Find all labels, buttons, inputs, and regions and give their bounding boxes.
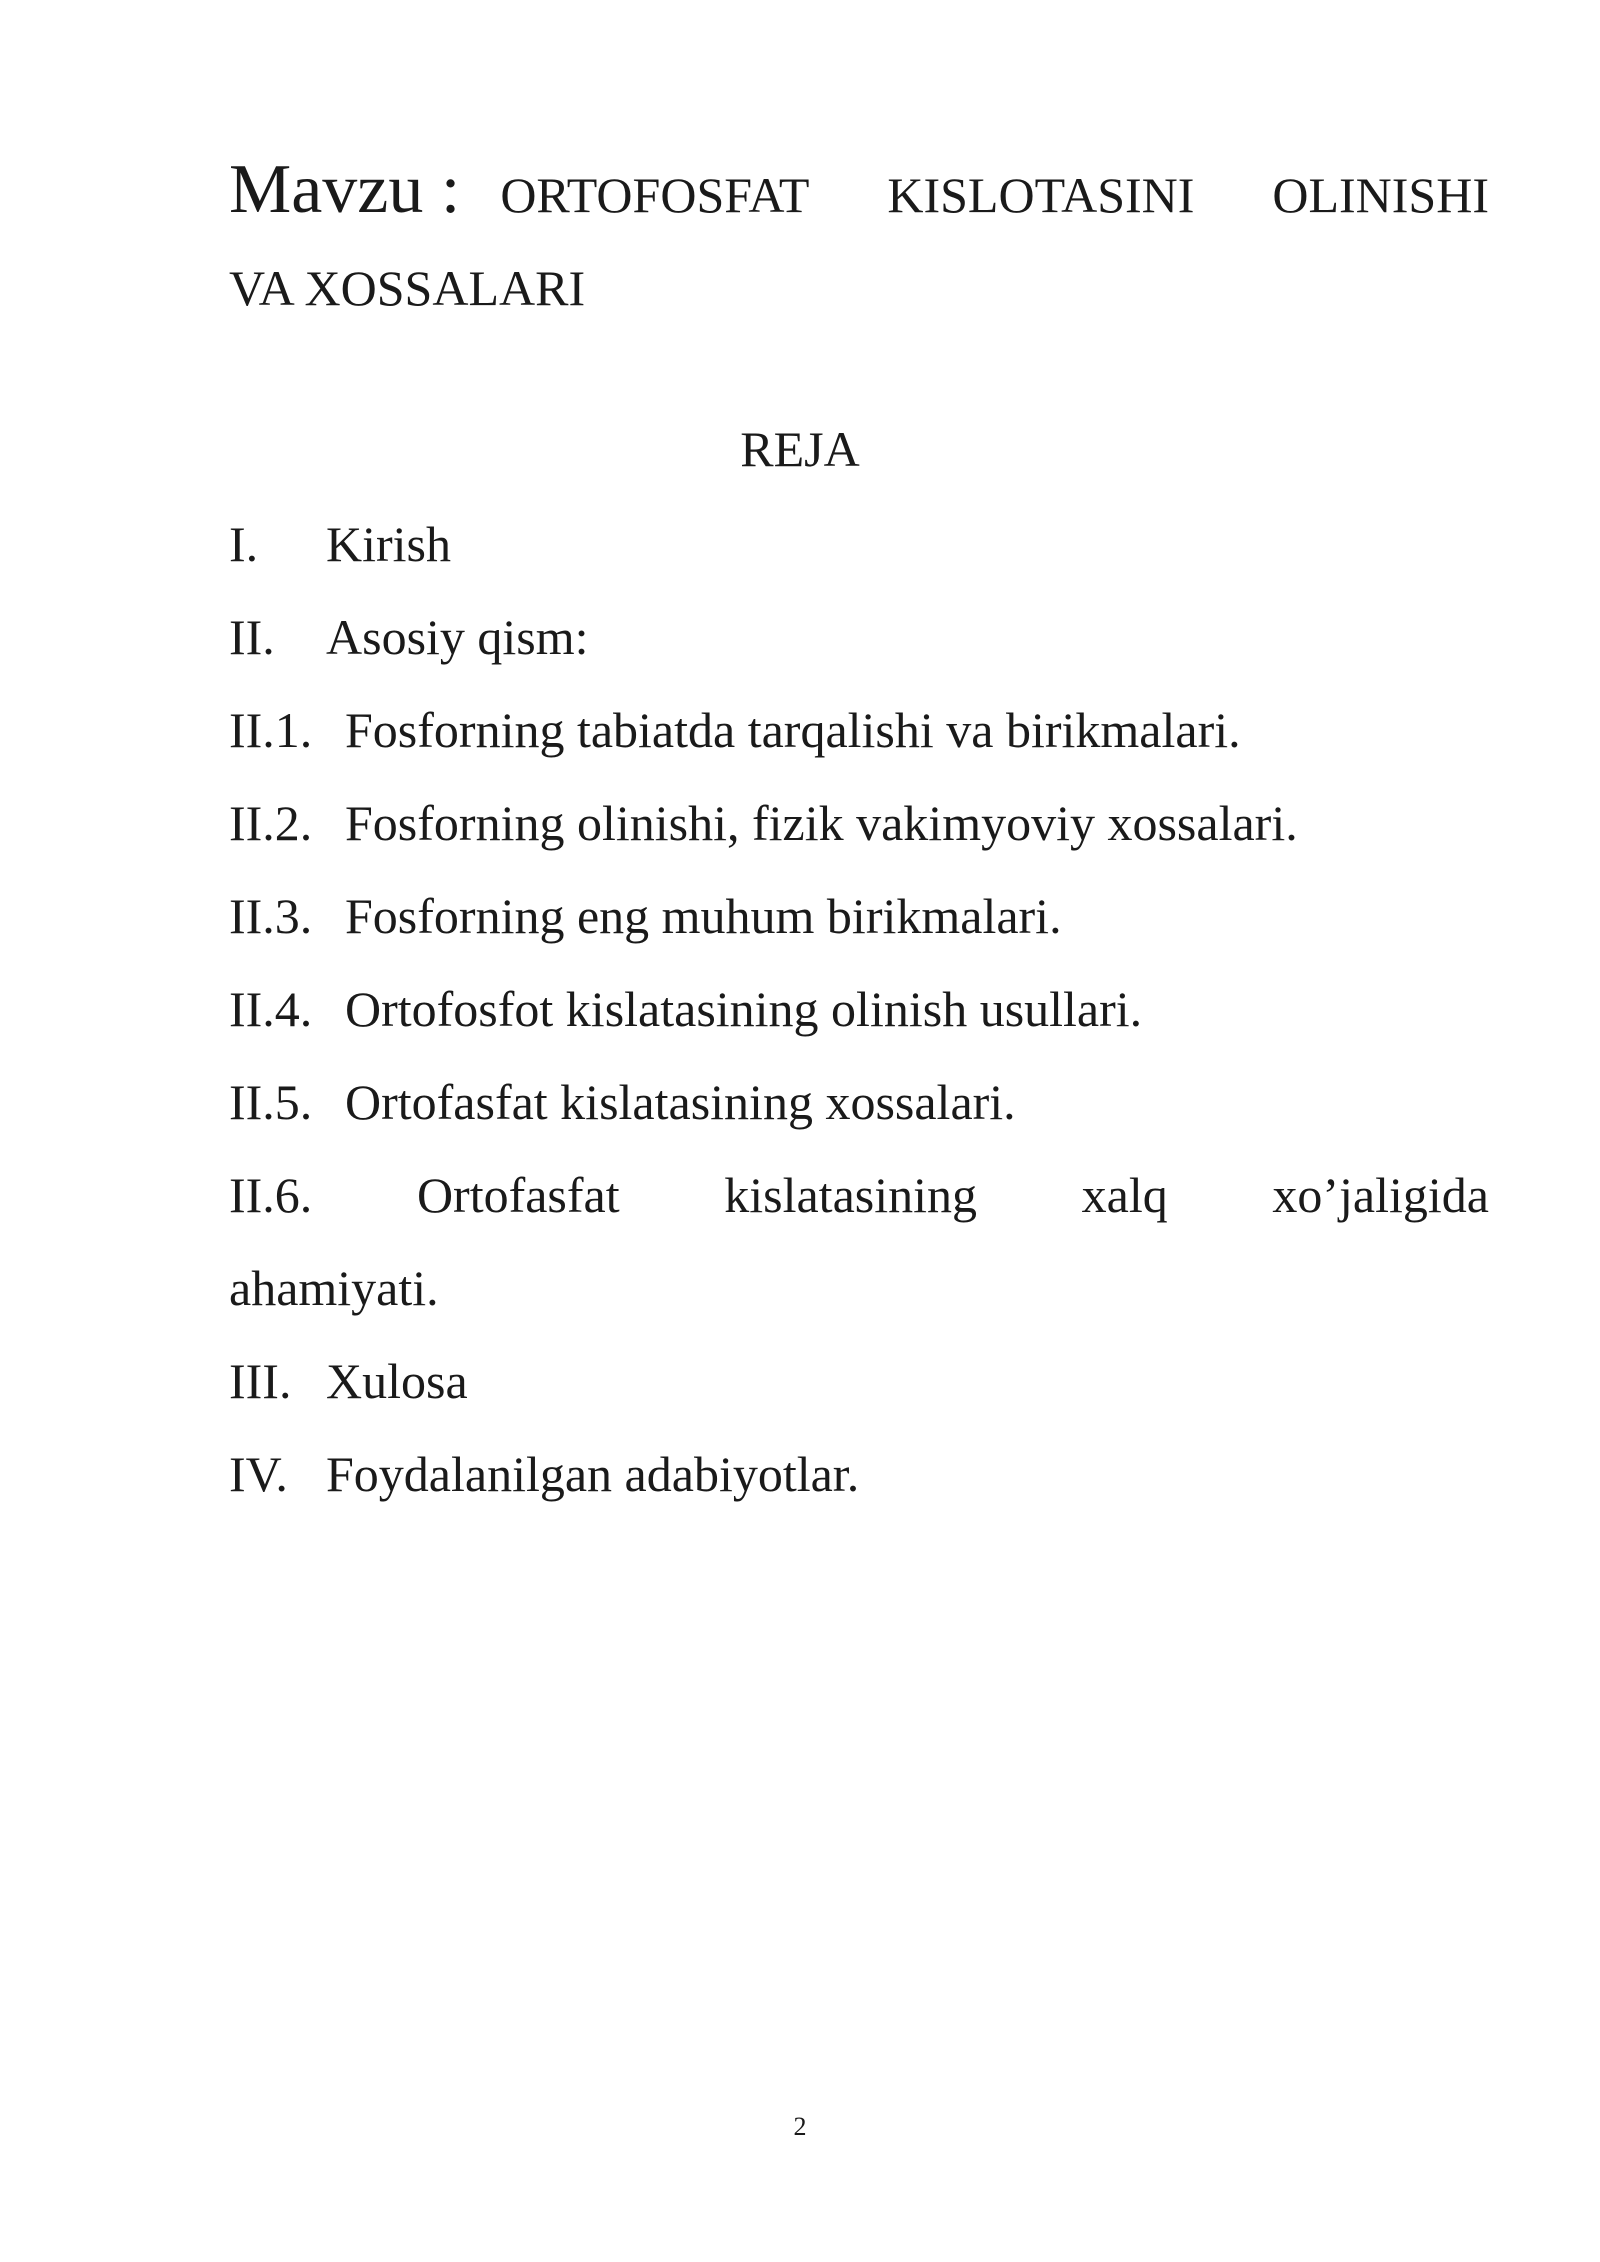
plan-item-justified-line — [229, 1166, 1489, 1224]
plan-item — [229, 1445, 1489, 1503]
title-word: OLINISHI — [1272, 167, 1489, 223]
title-word: KISLOTASINI — [887, 167, 1195, 223]
plan-item-number: II.2. — [229, 795, 313, 851]
plan-item-text: Asosiy qism: — [326, 609, 589, 665]
title-words — [500, 166, 1489, 224]
plan-item — [229, 608, 1489, 666]
plan-item — [229, 794, 1489, 852]
document-title — [229, 150, 1489, 334]
plan-item — [229, 980, 1489, 1038]
title-line-2: VA XOSSALARI — [229, 260, 586, 316]
plan-item-continuation: ahamiyati. — [229, 1260, 439, 1316]
plan-item-number: II.3. — [229, 888, 313, 944]
plan-item-number: III. — [229, 1353, 292, 1409]
plan-item-text: Fosforning olinishi, fizik vakimyoviy xossalari. — [345, 795, 1298, 851]
plan-item-number: II. — [229, 609, 275, 665]
plan-item-number: II.4. — [229, 981, 313, 1037]
plan-item-word: kislatasining — [724, 1167, 978, 1223]
plan-item — [229, 1073, 1489, 1131]
plan-item-text: Fosforning tabiatda tarqalishi va birikmalari. — [345, 702, 1241, 758]
plan-item-word: xalq — [1081, 1167, 1168, 1223]
title-line-1 — [229, 150, 1489, 242]
plan-item — [229, 701, 1489, 759]
plan-item-text: Foydalanilgan adabiyotlar. — [326, 1446, 860, 1502]
plan-heading: REJA — [740, 421, 860, 477]
plan-item — [229, 1352, 1489, 1410]
plan-item — [229, 1166, 1489, 1224]
plan-item-text: Fosforning eng muhum birikmalari. — [345, 888, 1062, 944]
plan-item-number: I. — [229, 516, 259, 572]
plan-item-text: Ortofosfot kislatasining olinish usullari. — [345, 981, 1143, 1037]
plan-item-text: Kirish — [326, 516, 451, 572]
plan-item-number: II.1. — [229, 702, 313, 758]
plan-item-text: Ortofasfat kislatasining xossalari. — [345, 1074, 1016, 1130]
title-label: Mavzu : — [229, 151, 461, 228]
plan-item-number: II.6. — [229, 1167, 313, 1223]
plan-item-number: IV. — [229, 1446, 288, 1502]
plan-item-word: Ortofasfat — [416, 1167, 620, 1223]
plan-item-text: Xulosa — [326, 1353, 468, 1409]
plan-item-word: xo’jaligida — [1272, 1167, 1489, 1223]
plan-item — [229, 515, 1489, 573]
title-word: ORTOFOSFAT — [500, 167, 810, 223]
plan-item — [229, 887, 1489, 945]
plan-item-number: II.5. — [229, 1074, 313, 1130]
page-number: 2 — [793, 2112, 807, 2141]
